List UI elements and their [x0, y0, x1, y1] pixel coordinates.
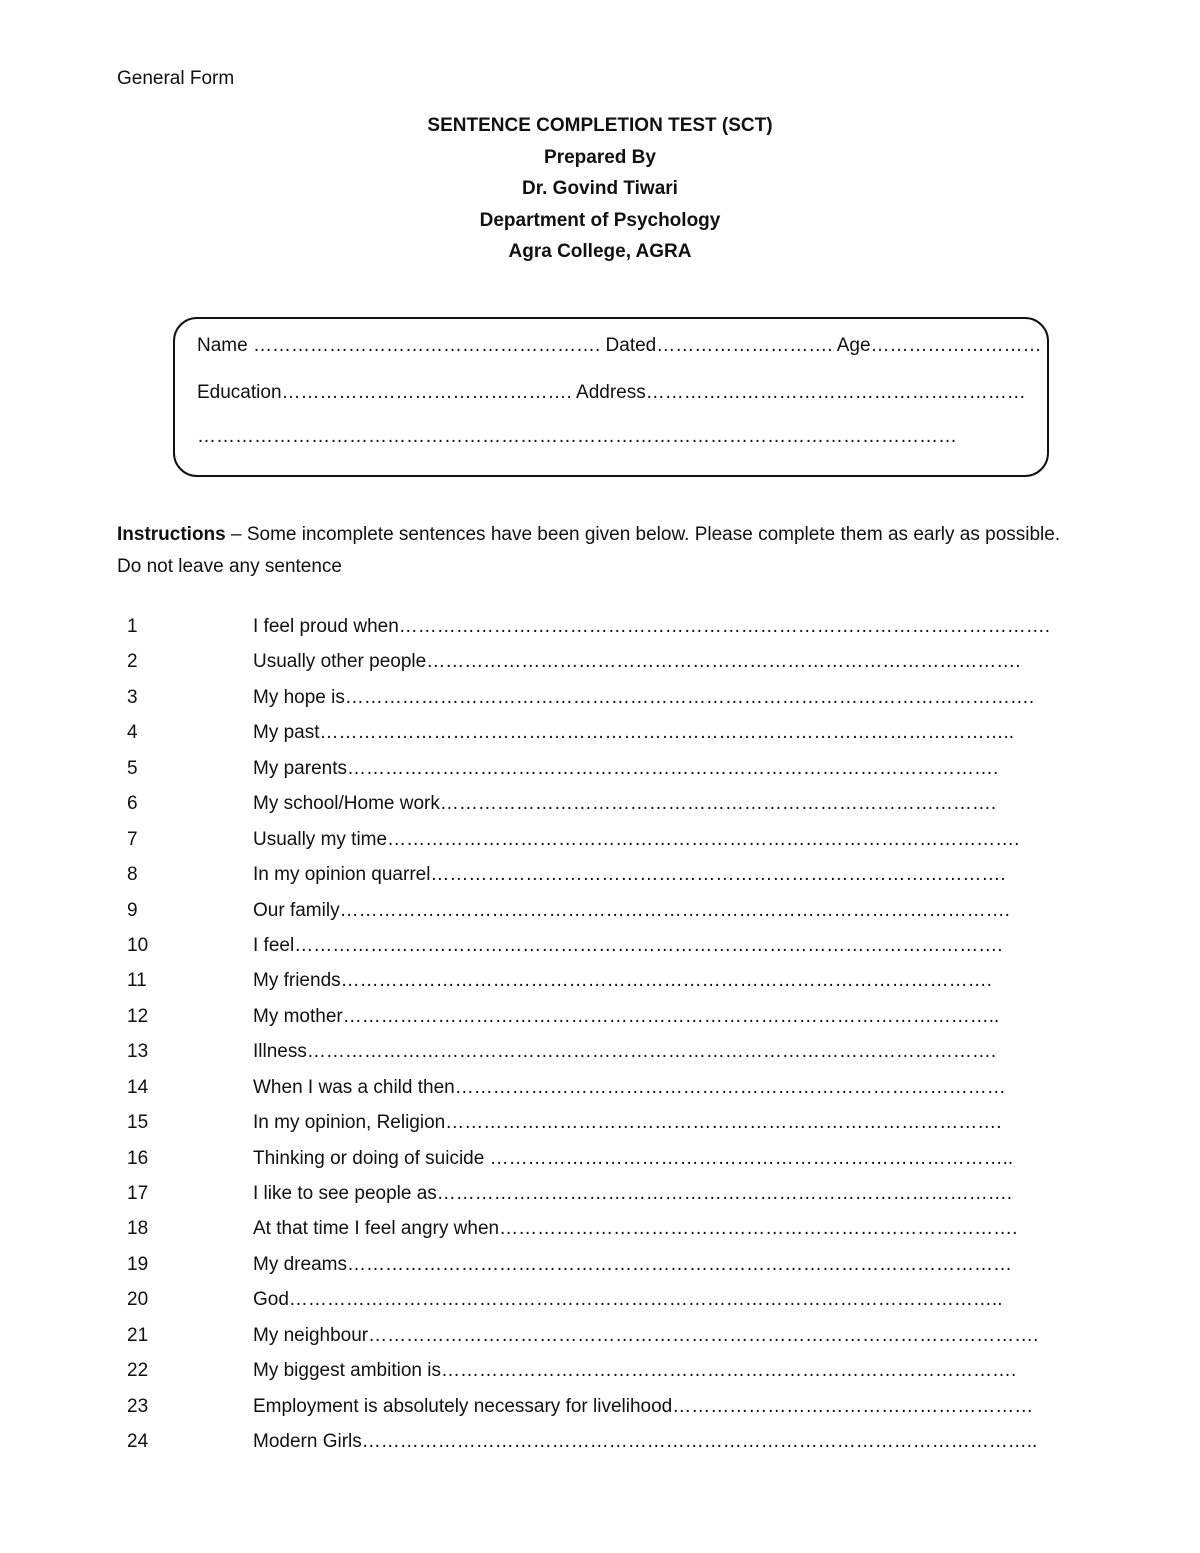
sentence-prompt[interactable]: My biggest ambition is………………………………………………………………………………. [253, 1360, 1017, 1382]
sentence-prompt[interactable]: My mother………………………………………………………………………………………….. [253, 1005, 1000, 1027]
age-field[interactable]: Age……………………… [836, 335, 1042, 356]
sentence-item[interactable] [117, 1037, 1077, 1072]
sentence-number: 22 [127, 1360, 149, 1382]
education-field[interactable]: Education………………………………………. [197, 382, 572, 403]
sentence-number: 8 [127, 864, 138, 886]
name-field[interactable]: Name ………………………………………………. [197, 335, 601, 356]
sentence-prompt[interactable]: I feel…………………………………………………………………………………………………. [253, 934, 1003, 956]
sentence-item[interactable] [117, 1392, 1077, 1427]
sentence-list [117, 612, 1077, 1463]
college-name: Agra College, AGRA [508, 241, 692, 262]
sentence-item[interactable] [117, 825, 1077, 860]
info-line-name-date-age [197, 335, 1042, 357]
sentence-prompt[interactable]: My parents…………………………………………………………………………………………. [253, 757, 999, 779]
title-block [0, 113, 1200, 271]
sentence-prompt[interactable]: Modern Girls…………………………………………………………………………………………….. [253, 1431, 1038, 1453]
sentence-item[interactable] [117, 966, 1077, 1001]
sentence-item[interactable] [117, 1285, 1077, 1320]
sentence-prompt[interactable]: My school/Home work……………………………………………………………………………. [253, 793, 997, 815]
sentence-number: 2 [127, 651, 138, 673]
sentence-prompt[interactable]: My past……………………………………………………………………………………………….. [253, 722, 1015, 744]
sentence-number: 10 [127, 934, 149, 956]
sentence-item[interactable] [117, 1356, 1077, 1391]
sentence-item[interactable] [117, 1250, 1077, 1285]
sentence-item[interactable] [117, 647, 1077, 682]
sentence-item[interactable] [117, 1108, 1077, 1143]
sentence-item[interactable] [117, 860, 1077, 895]
sentence-prompt[interactable]: Usually my time………………………………………………………………………………………. [253, 828, 1020, 850]
sentence-number: 23 [127, 1395, 149, 1417]
sentence-number: 11 [127, 970, 147, 992]
sentence-item[interactable] [117, 896, 1077, 931]
sentence-number: 9 [127, 899, 138, 921]
sentence-number: 5 [127, 757, 138, 779]
sentence-item[interactable] [117, 1002, 1077, 1037]
sentence-item[interactable] [117, 754, 1077, 789]
sentence-prompt[interactable]: Employment is absolutely necessary for livelihood………………………………………………… [253, 1395, 1034, 1417]
sentence-prompt[interactable]: In my opinion, Religion……………………………………………………………………………. [253, 1112, 1002, 1134]
sentence-prompt[interactable]: My hope is………………………………………………………………………………………………. [253, 686, 1035, 708]
sentence-prompt[interactable]: Our family……………………………………………………………………………………………. [253, 899, 1010, 921]
prepared-by-label: Prepared By [544, 146, 656, 168]
sentence-item[interactable] [117, 1179, 1077, 1214]
sentence-number: 12 [127, 1005, 149, 1027]
sentence-prompt[interactable]: My friends…………………………………………………………………………………………. [253, 970, 992, 992]
sentence-item[interactable] [117, 1073, 1077, 1108]
instructions-text: – Some incomplete sentences have been given below. Please complete them as early as possible. Do not leave any sentence [117, 524, 1061, 577]
sentence-number: 13 [127, 1041, 149, 1063]
sentence-item[interactable] [117, 931, 1077, 966]
sentence-item[interactable] [117, 683, 1077, 718]
dated-field[interactable]: Dated………………………. [605, 335, 833, 356]
sentence-number: 17 [127, 1183, 149, 1204]
sentence-number: 4 [127, 722, 138, 744]
sentence-number: 16 [127, 1147, 149, 1169]
sentence-prompt[interactable]: Illness………………………………………………………………………………………………. [253, 1041, 997, 1063]
test-title: SENTENCE COMPLETION TEST (SCT) [427, 115, 773, 136]
sentence-number: 24 [127, 1431, 149, 1453]
sentence-prompt[interactable]: My neighbour……………………………………………………………………………………………. [253, 1324, 1039, 1346]
sentence-item[interactable] [117, 1214, 1077, 1249]
sentence-item[interactable] [117, 1144, 1077, 1179]
sentence-number: 6 [127, 793, 138, 815]
info-line-education-address [197, 382, 1026, 404]
sentence-prompt[interactable]: Thinking or doing of suicide ……………………………………………………………………….. [253, 1147, 1014, 1169]
sentence-item[interactable] [117, 1427, 1077, 1462]
personal-info-box [173, 317, 1049, 477]
sentence-number: 15 [127, 1112, 149, 1134]
sentence-number: 14 [127, 1076, 149, 1098]
sentence-prompt[interactable]: When I was a child then…………………………………………………………………………… [253, 1076, 1006, 1098]
sentence-prompt[interactable]: I like to see people as………………………………………………………………………………. [253, 1183, 1013, 1204]
sentence-number: 19 [127, 1253, 149, 1275]
sentence-item[interactable] [117, 1321, 1077, 1356]
address-field[interactable]: Address…………………………………………………… [576, 382, 1026, 403]
sentence-item[interactable] [117, 789, 1077, 824]
author-name: Dr. Govind Tiwari [522, 178, 678, 199]
sentence-item[interactable] [117, 718, 1077, 753]
sentence-number: 21 [127, 1324, 149, 1346]
sentence-number: 7 [127, 828, 138, 850]
sentence-prompt[interactable]: In my opinion quarrel………………………………………………………………………………. [253, 864, 1006, 886]
form-type-label: General Form [117, 68, 235, 89]
address-continuation-field[interactable]: ………………………………………………………………………………………………………… [197, 426, 957, 447]
sentence-number: 1 [127, 616, 138, 637]
instructions-label: Instructions [117, 524, 226, 545]
sentence-number: 20 [127, 1289, 149, 1311]
sentence-item[interactable] [117, 612, 1077, 647]
instructions-paragraph [117, 519, 1087, 583]
sentence-prompt[interactable]: God………………………………………………………………………………………………….. [253, 1289, 1003, 1311]
sentence-prompt[interactable]: I feel proud when…………………………………………………………………………………………. [253, 616, 1051, 637]
sentence-number: 3 [127, 686, 138, 708]
sentence-number: 18 [127, 1218, 149, 1240]
sentence-prompt[interactable]: Usually other people…………………………………………………………………………………. [253, 651, 1021, 673]
sentence-prompt[interactable]: At that time I feel angry when………………………………………………………………………. [253, 1218, 1018, 1240]
sentence-prompt[interactable]: My dreams…………………………………………………………………………………………… [253, 1253, 1012, 1275]
department-name: Department of Psychology [479, 209, 721, 231]
